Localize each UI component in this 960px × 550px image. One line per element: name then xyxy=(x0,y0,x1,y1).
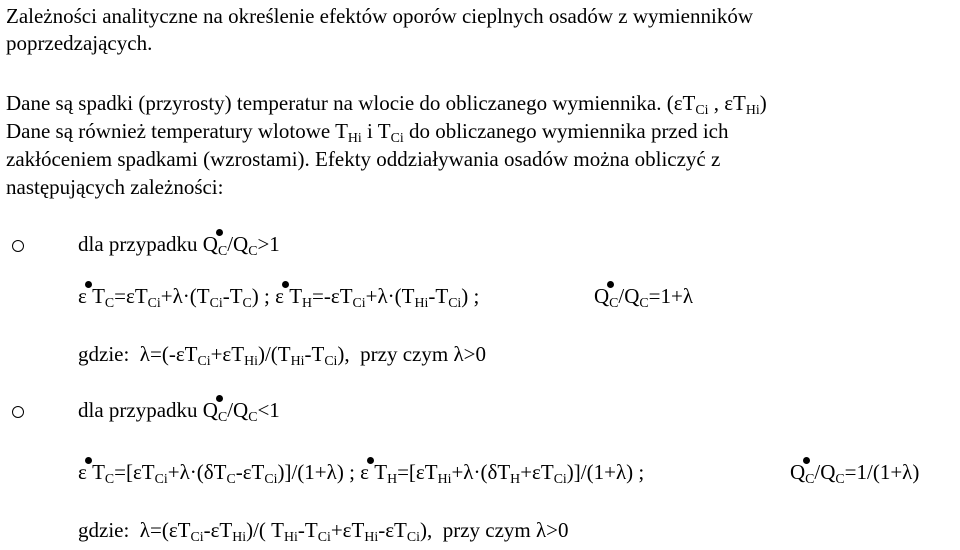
case-2-label: dla przypadku $Q_C/Q_C<1$ xyxy=(78,398,280,425)
bullet-case-1 xyxy=(12,240,24,252)
case-2-where: gdzie: $\lambda=(\varepsilon T_{Ci}-\varepsilon T_{Hi})/$( $T_{Hi}-T_{Ci}+\varepsilon T_{Hi}-\varepsilon T_{Ci}$), przy czym λ>0 xyxy=(78,518,569,545)
case-2-equation: ε $T_C=[\varepsilon T_{Ci}+\lambda\cdot(\delta T_C-\varepsilon T_{Ci})]/(1+\lambda)$ ; ε $T_H=[\varepsilon T_{Hi}+\lambda\cdot(\delta T_H+\varepsilon T_{Ci})]/(1+\lambda)$ ; xyxy=(78,460,645,487)
paragraph-1-expr: ($\varepsilon T_{Ci}$ , $\varepsilon T_{Hi}$) xyxy=(666,91,767,118)
case-2-ratio: $Q_C/Q_C=1/(1+\lambda)$ xyxy=(790,460,920,487)
case-1-label: dla przypadku $Q_C/Q_C>1$ xyxy=(78,232,280,259)
case-1-ratio: $Q_C/Q_C=1+\lambda$ xyxy=(594,284,694,311)
title-line-1: Zależności analityczne na określenie efektów oporów cieplnych osadów z wymienników xyxy=(6,4,753,28)
bullet-case-2 xyxy=(12,406,24,418)
paragraph-1-text: Dane są spadki (przyrosty) temperatur na wlocie do obliczanego wymiennika. xyxy=(6,91,662,115)
paragraph-2-line-1: Dane są również temperatury wlotowe $T_{Hi}$ i $T_{Ci}$ do obliczanego wymiennika przed ich xyxy=(6,119,729,146)
case-1-equation: ε $T_C=\varepsilon T_{Ci}+\lambda\cdot(T_{Ci}-T_C)$ ; ε $T_H=-\varepsilon T_{Ci}+\lambda\cdot(T_{Hi}-T_{Ci})$ ; xyxy=(78,284,480,311)
paragraph-2-line-3: następujących zależności: xyxy=(6,175,224,199)
case-1-where: gdzie: $\lambda=(-\varepsilon T_{Ci}+\varepsilon T_{Hi})/(T_{Hi}-T_{Ci})$, przy czym λ>0 xyxy=(78,342,486,369)
paragraph-2-line-2: zakłóceniem spadkami (wzrostami). Efekty oddziaływania osadów można obliczyć z xyxy=(6,147,721,171)
title-line-2: poprzedzających. xyxy=(6,31,153,55)
paragraph-1 xyxy=(6,91,767,118)
